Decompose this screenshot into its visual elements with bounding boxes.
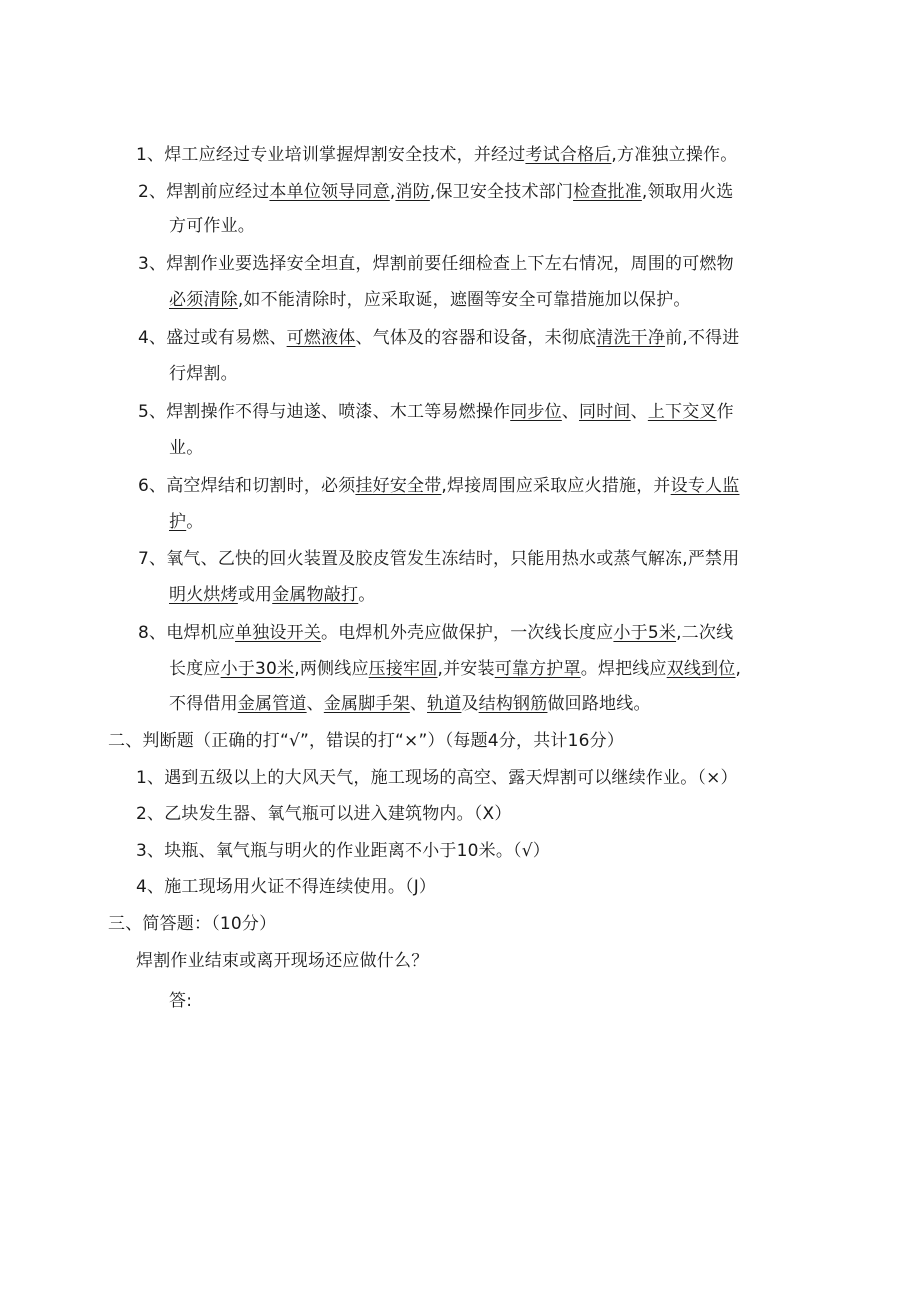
text-segment: ,保卫安全技术部门 [429, 182, 574, 202]
underlined-answer: 压接牢固 [368, 659, 438, 679]
text-segment: 2、焊割前应经过 [138, 182, 270, 202]
text-segment: 7、氧气、乙快的回火装置及胶皮管发生冻结时，只能用热水或蒸气解冻,严禁用 [138, 549, 740, 569]
text-segment: 、 [306, 694, 324, 714]
instruction-item-7-line-2 [169, 584, 375, 606]
text-segment: 。 [186, 512, 204, 532]
text-segment: 不得借用 [169, 694, 238, 714]
instruction-item-1-line-1 [136, 144, 737, 166]
text-segment: 前,不得进 [665, 328, 740, 348]
short-answer-question: 焊割作业结束或离开现场还应做什么？ [136, 951, 429, 971]
section2-heading: 二、判断题（正确的打“√”，错误的打“×”）（每题4分，共计16分） [108, 731, 625, 751]
text-segment: 、 [409, 694, 428, 714]
text-segment: 1、焊工应经过专业培训掌握焊割安全技术，并经过 [136, 145, 526, 165]
text-segment: 、 [630, 402, 648, 422]
underlined-answer: 结构钢筋 [478, 694, 548, 714]
text-segment: 行焊割。 [169, 364, 238, 384]
underlined-answer: 清洗干净 [596, 328, 666, 348]
instruction-item-5-line-2 [169, 437, 203, 459]
instruction-item-6-line-1 [138, 475, 739, 497]
answer-label: 答: [169, 991, 193, 1011]
underlined-answer: 挂好安全带 [355, 476, 442, 496]
text-segment: 、 [561, 402, 580, 422]
underlined-answer: 考试合格后 [525, 145, 612, 165]
text-segment: 5、焊割操作不得与迪遂、喷漆、木工等易燃操作 [138, 402, 511, 422]
underlined-answer: 可燃液体 [286, 328, 356, 348]
judgment-item-1: 1、遇到五级以上的大风天气，施工现场的高空、露天焊割可以继续作业。（×） [136, 768, 738, 788]
underlined-answer: 明火烘烤 [169, 585, 238, 605]
text-segment: 长度应 [169, 659, 221, 679]
instruction-item-8-line-3 [169, 693, 651, 715]
underlined-answer: 金属脚手架 [323, 694, 410, 714]
instruction-item-4-line-2 [169, 363, 238, 385]
instruction-item-3-line-1 [138, 253, 734, 275]
text-segment: 8、电焊机应 [138, 623, 236, 643]
underlined-answer: 小于30米 [220, 659, 295, 679]
text-segment: , [735, 659, 742, 679]
instruction-item-2-line-2 [169, 215, 255, 237]
instruction-item-8-line-1 [138, 622, 733, 644]
underlined-answer: 小于5米 [613, 623, 677, 643]
text-segment: ,焊接周围应采取应火措施，并 [441, 476, 671, 496]
section3-heading: 三、简答题：（10分） [108, 914, 277, 934]
underlined-answer: 上下交叉 [647, 402, 717, 422]
underlined-answer: 本单位领导同意 [269, 182, 390, 202]
underlined-answer: 金属管道 [237, 694, 307, 714]
text-segment: ,如不能清除时，应采取诞，遮圈等安全可靠措施加以保护。 [237, 290, 691, 310]
text-segment: ,并安装 [437, 659, 495, 679]
instruction-item-5-line-1 [138, 401, 734, 423]
text-segment: ,方准独立操作。 [611, 145, 738, 165]
judgment-item-4: 4、施工现场用火证不得连续使用。（J） [136, 877, 437, 897]
judgment-item-2: 2、乙块发生器、氧气瓶可以进入建筑物内。（X） [136, 804, 512, 824]
text-segment: 方可作业。 [169, 216, 255, 236]
text-segment: 4、盛过或有易燃、 [138, 328, 287, 348]
text-segment: 及 [461, 694, 479, 714]
text-segment: ,两侧线应 [294, 659, 369, 679]
underlined-answer: 单独设开关 [235, 623, 322, 643]
text-segment: , [389, 182, 396, 202]
instruction-item-3-line-2 [169, 289, 691, 311]
text-segment: 。焊把线应 [580, 659, 667, 679]
text-segment: 。 [358, 585, 376, 605]
underlined-answer: 检查批准 [573, 182, 642, 202]
underlined-answer: 必须清除 [169, 290, 238, 310]
underlined-answer: 设专人监 [670, 476, 740, 496]
underlined-answer: 护 [169, 512, 187, 532]
text-segment: 业。 [169, 438, 204, 458]
text-segment: 3、焊割作业要选择安全坦直，焊割前要任细检查上下左右情况，周围的可燃物 [138, 254, 734, 274]
underlined-answer: 同时间 [579, 402, 631, 422]
text-segment: 。电焊机外壳应做保护，一次线长度应 [321, 623, 614, 643]
instruction-item-8-line-2 [169, 658, 741, 680]
text-segment: ,领取用火选 [641, 182, 734, 202]
underlined-answer: 消防 [395, 182, 430, 202]
underlined-answer: 双线到位 [666, 659, 736, 679]
text-segment: 或用 [237, 585, 273, 605]
underlined-answer: 同步位 [510, 402, 562, 422]
judgment-item-3: 3、块瓶、氧气瓶与明火的作业距离不小于10米。（√） [136, 841, 550, 861]
underlined-answer: 可靠方护罩 [494, 659, 581, 679]
text-segment: 、气体及的容器和设备，未彻底 [355, 328, 597, 348]
instruction-item-2-line-1 [138, 181, 733, 203]
text-segment: 做回路地线。 [547, 694, 651, 714]
underlined-answer: 金属物敲打 [272, 585, 359, 605]
instruction-item-6-line-2 [169, 511, 203, 533]
text-segment: 作 [716, 402, 734, 422]
underlined-answer: 轨道 [427, 694, 462, 714]
instruction-item-4-line-1 [138, 327, 739, 349]
instruction-item-7-line-1 [138, 548, 739, 570]
text-segment: 6、高空焊结和切割时，必须 [138, 476, 356, 496]
text-segment: ,二次线 [676, 623, 734, 643]
